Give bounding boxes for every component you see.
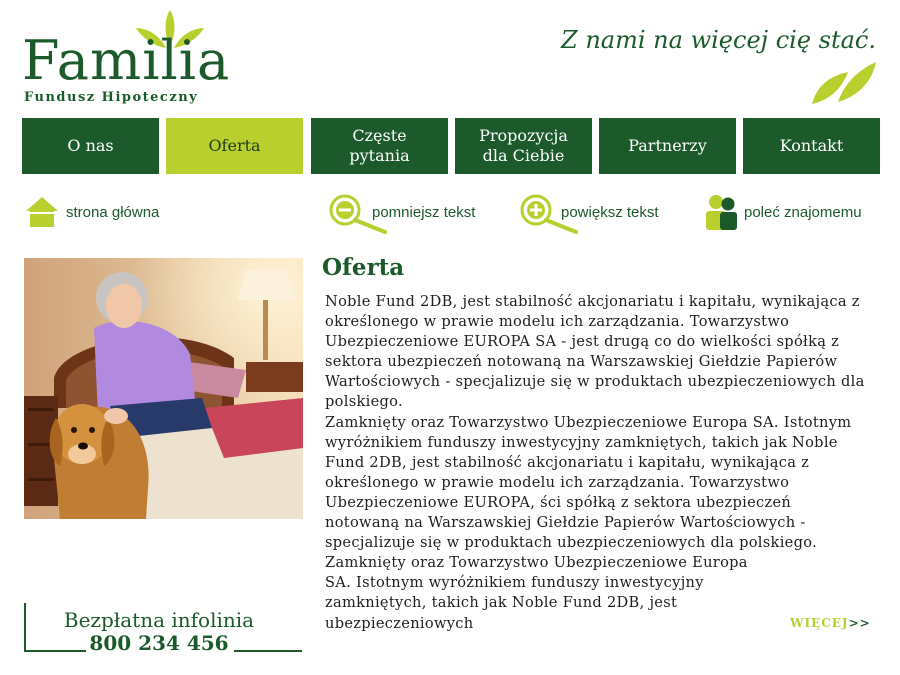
nav-item-propozycja[interactable]	[455, 118, 592, 174]
zoom-out-button[interactable]	[328, 190, 475, 234]
more-link-label: WIĘCEJ	[790, 616, 849, 630]
double-chevron-right-icon: >>	[848, 616, 871, 630]
nav-item-oferta[interactable]: Oferta	[166, 118, 303, 174]
infoline-box	[24, 603, 302, 655]
zoom-in-label: powiększ tekst	[561, 203, 659, 221]
main-nav	[22, 118, 880, 174]
recommend-link[interactable]	[704, 190, 862, 234]
infoline-label: Bezpłatna infolinia	[63, 608, 255, 632]
paragraph: Noble Fund 2DB, jest stabilność akcjonariatu i kapitału, wynikająca z określonego w prawie modelu ich zarządzania. Towarzystwo Ubezpieczeniowe EUROPA SA - jest drugą co do wielkości spółką z sektora ubezpieczeń notowaną na Warszawskiej Giełdzie Papierów Wartościowych - specjalizuje się w produktach ubezpieczeniowych dla polskiego.	[325, 293, 865, 411]
home-link[interactable]	[24, 190, 159, 234]
elderly-woman-with-dog-image	[24, 258, 303, 519]
nav-item-o-nas[interactable]: O nas	[22, 118, 159, 174]
nav-item-label: Propozycja dla Ciebie	[479, 126, 568, 165]
paragraph: Zamknięty oraz Towarzystwo Ubezpieczeniowe Europa SA. Istotnym wyróżnikiem funduszy inwestycyjny zamkniętych, takich jak Noble Fund 2DB, jest ubezpieczeniowych	[325, 554, 748, 632]
slogan: Z nami na więcej cię stać.	[561, 26, 876, 54]
people-icon	[704, 192, 738, 232]
page-title: Oferta	[322, 254, 405, 281]
logo-subtitle: Fundusz Hipoteczny	[24, 90, 199, 105]
offer-photo	[24, 258, 303, 519]
infoline-phone[interactable]: 800 234 456	[89, 631, 229, 655]
offer-body	[325, 292, 865, 634]
logo-wordmark: Familia	[22, 29, 231, 92]
zoom-in-button[interactable]	[519, 190, 659, 234]
more-link[interactable]	[790, 616, 871, 630]
zoom-out-label: pomniejsz tekst	[372, 203, 476, 221]
nav-item-partnerzy[interactable]: Partnerzy	[599, 118, 736, 174]
nav-item-kontakt[interactable]: Kontakt	[743, 118, 880, 174]
home-link-label: strona główna	[66, 203, 160, 221]
nav-item-label: Częste pytania	[349, 126, 410, 165]
leaves-icon	[808, 58, 880, 106]
logo[interactable]	[22, 8, 242, 108]
nav-item-czeste-pytania[interactable]	[311, 118, 448, 174]
recommend-label: poleć znajomemu	[744, 203, 862, 221]
home-icon	[24, 195, 60, 229]
paragraph: Zamknięty oraz Towarzystwo Ubezpieczeniowe Europa SA. Istotnym wyróżnikiem funduszy inwestycyjny zamkniętych, takich jak Noble Fund 2DB, jest stabilność akcjonariatu i kapitału, wynikająca z określonego w prawie modelu ich zarządzania. Towarzystwo Ubezpieczeniowe EUROPA, ści spółką z sektora ubezpieczeń notowaną na Warszawskiej Giełdzie Papierów Wartościowych - specjalizuje się w produktach ubezpieczeniowych dla polskiego.	[325, 413, 852, 552]
